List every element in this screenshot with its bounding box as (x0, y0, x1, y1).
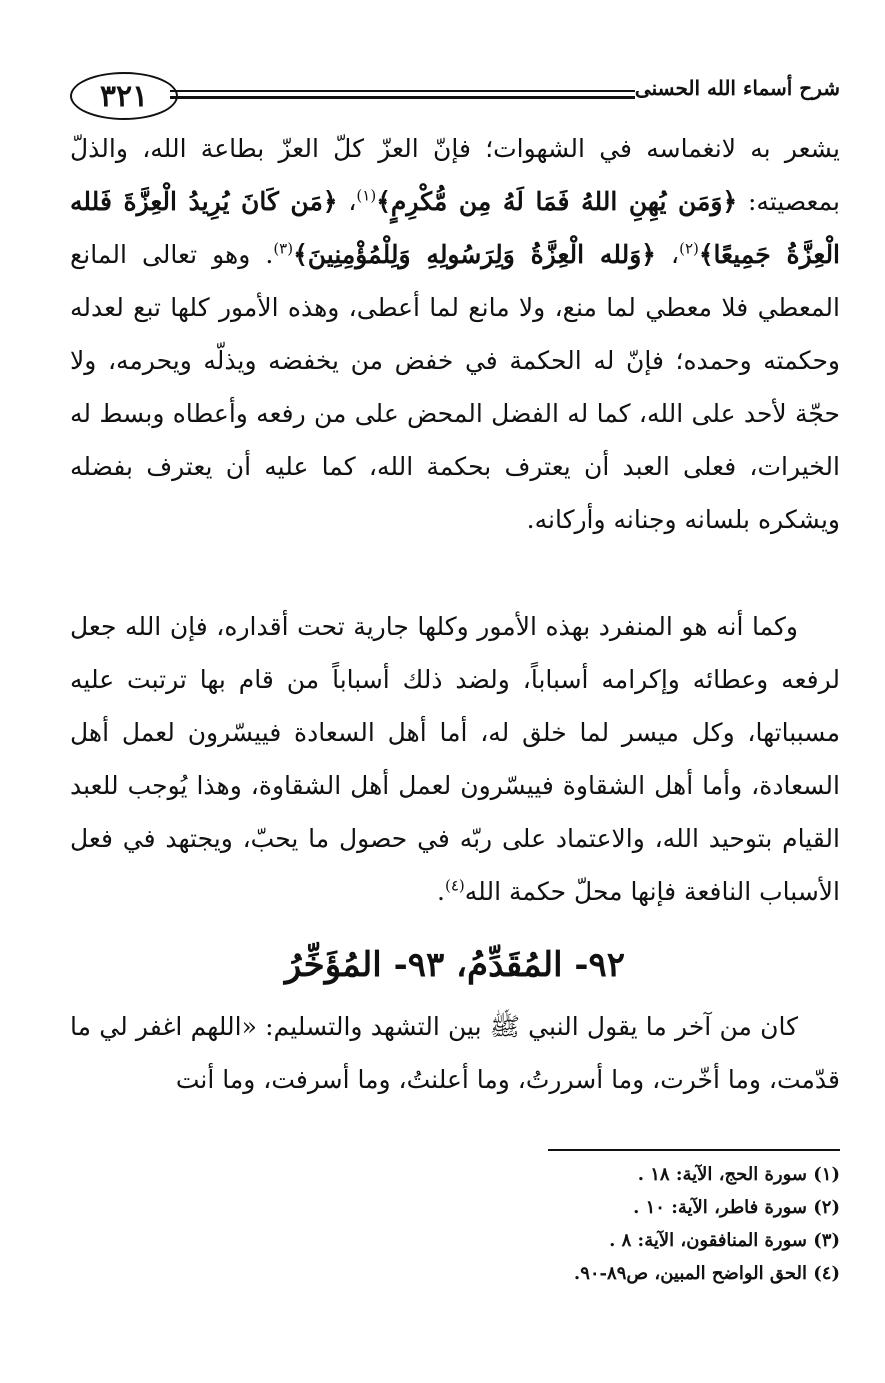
page-number: ٣٢١ (99, 78, 149, 114)
page-header (70, 72, 840, 122)
paragraph-2-end: . (437, 877, 445, 906)
separator-2: ، (655, 240, 680, 269)
paragraph-2 (70, 600, 840, 918)
footnote-2: (٢) سورة فاطر، الآية: ١٠ . (633, 1197, 840, 1218)
quran-verse-2: ﴿مَن كَانَ يُرِيدُ الْعِزَّةَ فَلله الْعِزَّةُ جَمِيعًا﴾ (70, 187, 841, 269)
paragraph-1 (70, 122, 840, 546)
paragraph-3 (70, 1000, 840, 1106)
paragraph-1-text-b: . وهو تعالى المانع المعطي فلا معطي لما منع، ولا مانع لما أعطى، وهذه الأمور كلها تبع لعدله وحكمته وحمده؛ فإنّ له الحكمة في خفض من يخفضه ويذلّه ويحرمه، ولا حجّة لأحد على الله، كما له الفضل المحض على من رفعه وأعطاه وبسط له الخيرات، فعلى العبد أن يعترف بحكمة الله، كما عليه أن يعترف بفضله ويشكره بلسانه وجنانه وأركانه. (70, 240, 840, 534)
footnote-3: (٣) سورة المنافقون، الآية: ٨ . (609, 1230, 840, 1251)
section-heading: ٩٢- المُقَدِّمُ، ٩٣- المُؤَخِّرُ (284, 945, 626, 985)
quran-verse-3: ﴿وَلله الْعِزَّةُ وَلِرَسُولِهِ وَلِلْمُؤْمِنِينَ﴾ (293, 240, 656, 269)
paragraph-2-text: وكما أنه هو المنفرد بهذه الأمور وكلها جارية تحت أقداره، فإن الله جعل لرفعه وعطائه وإكرامه أسباباً، ولضد ذلك أسباباً من قام بها ترتبت عليه مسبباتها، وكل ميسر لما خلق له، أما أهل السعادة فييسّرون لعمل أهل السعادة، وأما أهل الشقاوة فييسّرون لعمل أهل الشقاوة، وهذا يُوجب للعبد القيام بتوحيد الله، والاعتماد على ربّه في حصول ما يحبّ، ويجتهد في فعل الأسباب النافعة فإنها محلّ حكمة الله (70, 612, 840, 906)
paragraph-3-text: كان من آخر ما يقول النبي ﷺ بين التشهد والتسليم: «اللهم اغفر لي ما قدّمت، وما أخّرت، وما أسررتُ، وما أعلنتُ، وما أسرفت، وما أنت (70, 1012, 840, 1094)
separator-1: ، (337, 187, 357, 216)
footnote-ref-1: (١) (356, 186, 377, 205)
footnote-ref-4: (٤) (445, 876, 465, 895)
footnote-ref-3: (٣) (273, 239, 294, 258)
page-number-badge (70, 72, 178, 120)
footnote-1: (١) سورة الحج، الآية: ١٨ . (637, 1164, 840, 1185)
quran-verse-1: ﴿وَمَن يُهِنِ اللهُ فَمَا لَهُ مِن مُّكْرِمٍ﴾ (376, 187, 738, 216)
footnote-ref-2: (٢) (679, 239, 699, 258)
paragraph-1-text-a: يشعر به لانغماسه في الشهوات؛ فإنّ العزّ كلّ العزّ بطاعة الله، والذلّ بمعصيته: (70, 134, 841, 216)
footnotes (340, 1158, 840, 1290)
footnote-4: (٤) الحق الواضح المبين، ص٨٩-٩٠. (573, 1263, 840, 1284)
header-rule (170, 90, 635, 92)
footnote-separator (548, 1149, 840, 1151)
header-rule-thick (170, 96, 635, 99)
running-title: شرح أسماء الله الحسنى (634, 76, 840, 100)
